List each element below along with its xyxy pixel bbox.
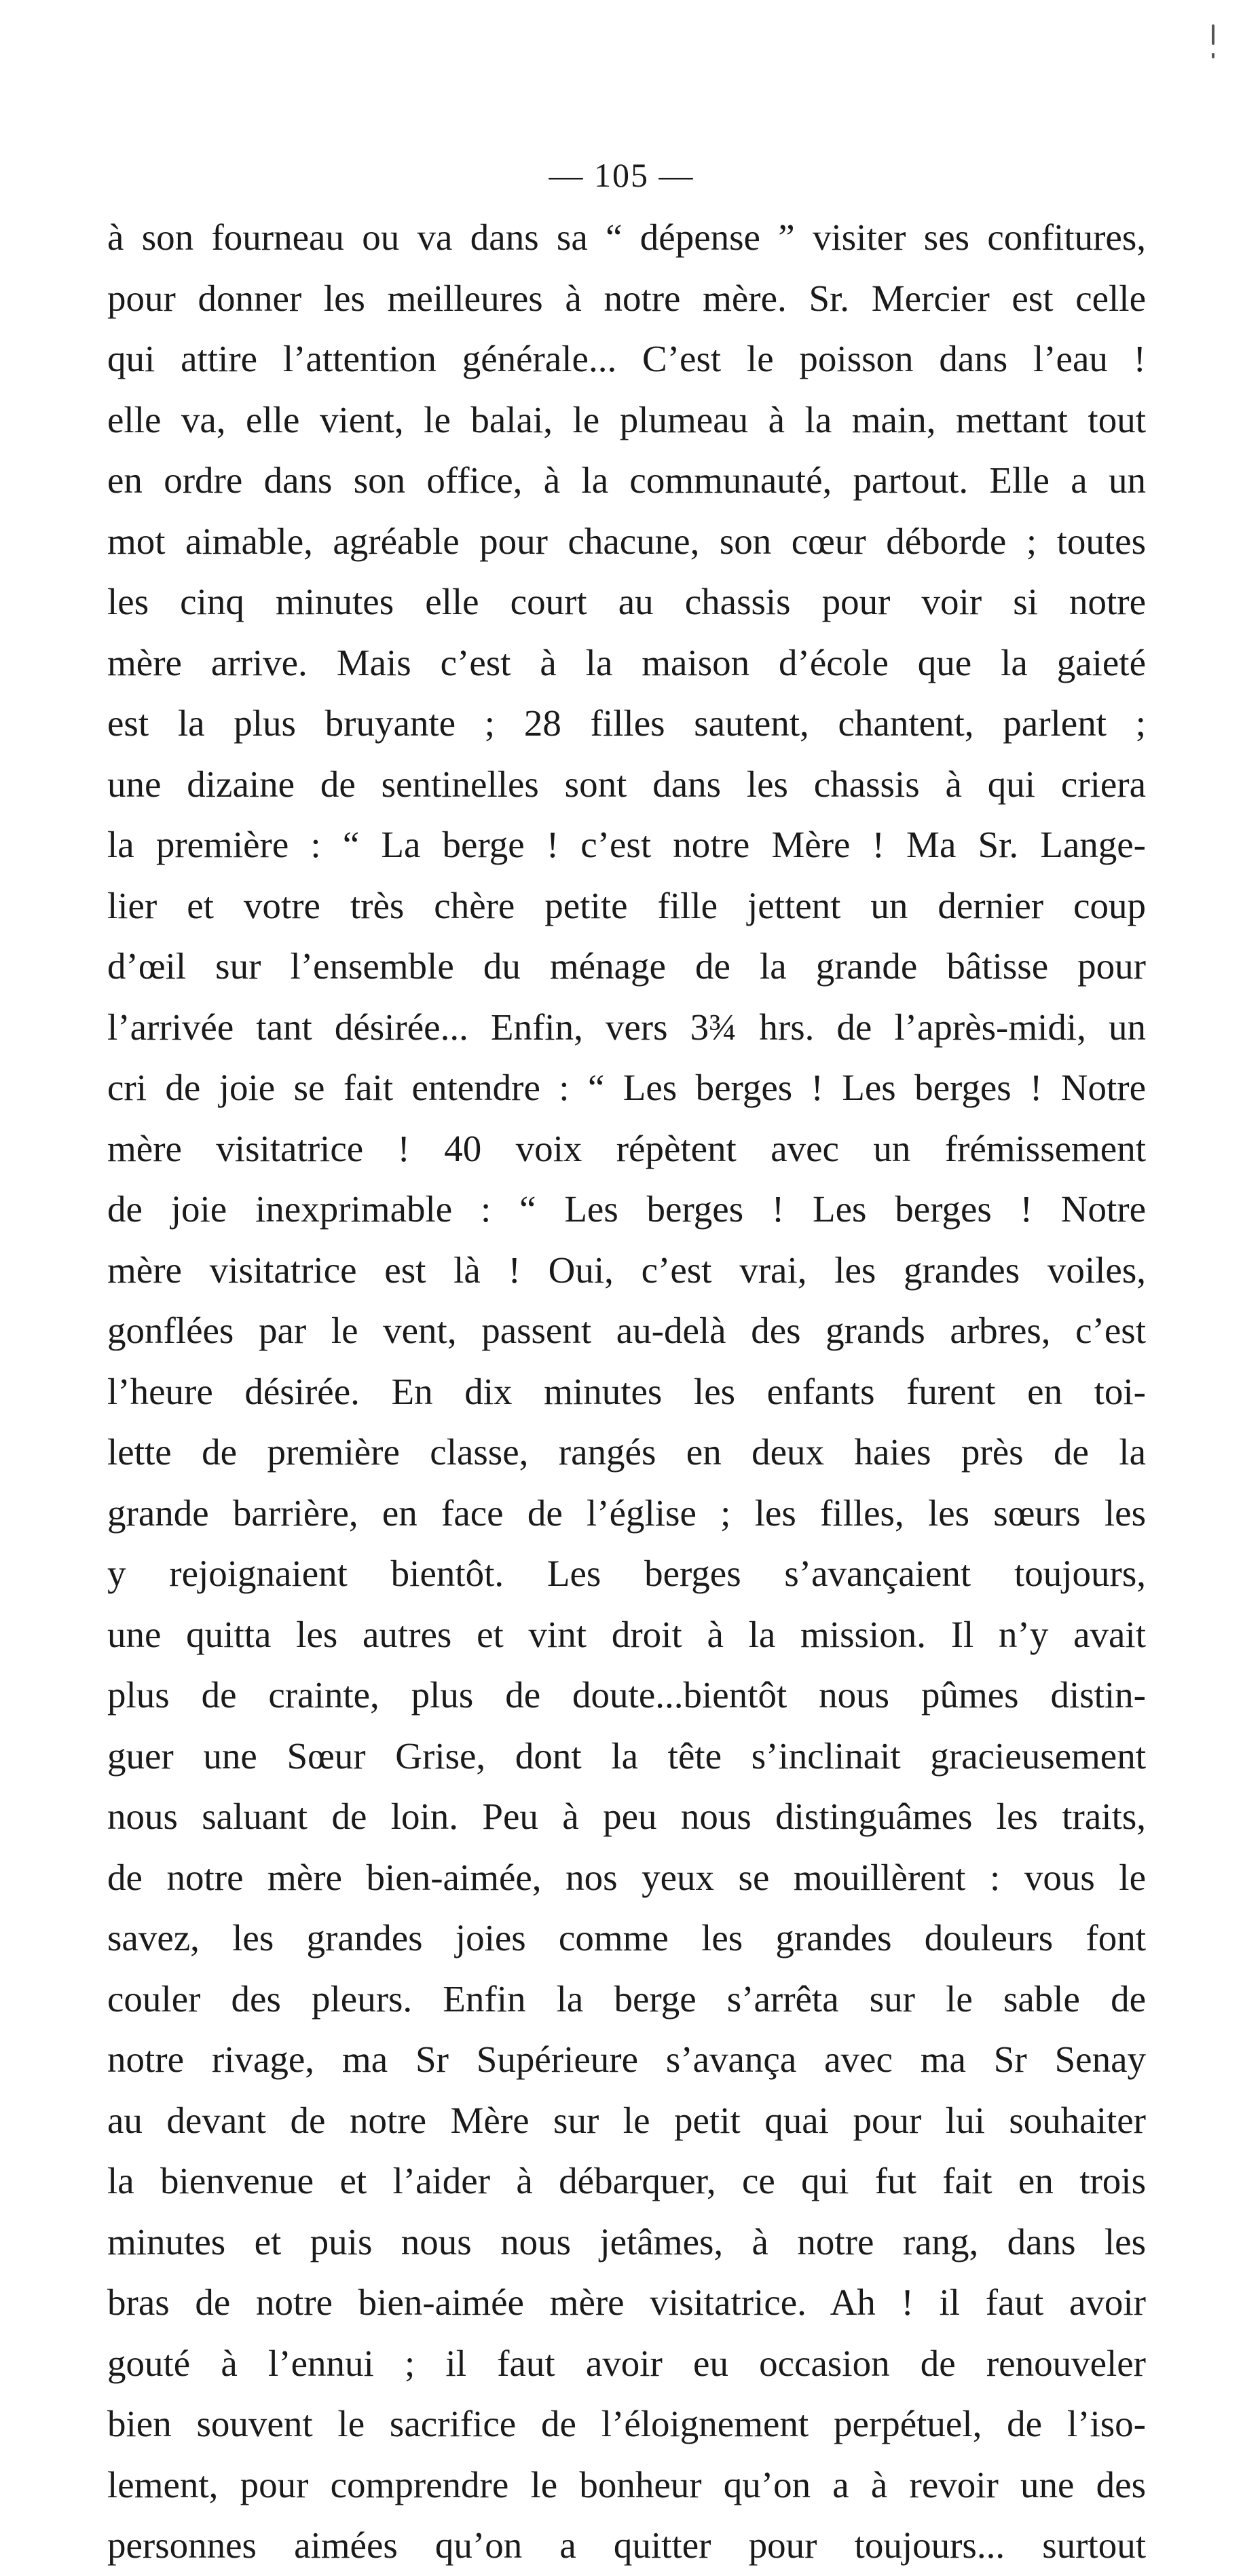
text-line: mère arrive. Mais c’est à la maison d’école que la gaieté [107, 641, 1146, 683]
text-line: au devant de notre Mère sur le petit quai pour lui souhaiter [107, 2099, 1146, 2141]
text-line: la première : “ La berge ! c’est notre Mère ! Ma Sr. Lange- [107, 824, 1146, 865]
text-line: lement, pour comprendre le bonheur qu’on a à revoir une des [107, 2463, 1146, 2505]
text-line: bras de notre bien-aimée mère visitatrice. Ah ! il faut avoir [107, 2281, 1146, 2323]
text-line: y rejoignaient bientôt. Les berges s’avançaient toujours, [107, 1553, 1146, 1594]
text-line: mot aimable, agréable pour chacune, son cœur déborde ; toutes [107, 520, 1146, 562]
text-line: bien souvent le sacrifice de l’éloignement perpétuel, de l’iso- [107, 2403, 1146, 2444]
text-line: lier et votre très chère petite fille jettent un dernier coup [107, 884, 1146, 926]
text-line: gonflées par le vent, passent au-delà des grands arbres, c’est [107, 1310, 1146, 1351]
text-line: grande barrière, en face de l’église ; les filles, les sœurs les [107, 1492, 1146, 1534]
text-line: mère visitatrice ! 40 voix répètent avec un frémissement [107, 1127, 1146, 1169]
text-line: de notre mère bien-aimée, nos yeux se mouillèrent : vous le [107, 1856, 1146, 1898]
text-line: notre rivage, ma Sr Supérieure s’avança avec ma Sr Senay [107, 2039, 1146, 2080]
text-line: cri de joie se fait entendre : “ Les berges ! Les berges ! Notre [107, 1067, 1146, 1108]
page-number: — 105 — [549, 156, 694, 194]
text-line: d’œil sur l’ensemble du ménage de la grande bâtisse pour [107, 945, 1146, 987]
text-line: personnes aimées qu’on a quitter pour toujours... surtout [107, 2524, 1146, 2566]
text-line: l’arrivée tant désirée... Enfin, vers 3¾ hrs. de l’après-midi, un [107, 1006, 1146, 1048]
text-line: de joie inexprimable : “ Les berges ! Les berges ! Notre [107, 1188, 1146, 1230]
body-text [107, 207, 1146, 2576]
text-line: l’heure désirée. En dix minutes les enfants furent en toi- [107, 1370, 1146, 1412]
text-line: lette de première classe, rangés en deux haies près de la [107, 1431, 1146, 1473]
scan-speck [1212, 53, 1214, 58]
text-line: elle va, elle vient, le balai, le plumeau à la main, mettant tout [107, 398, 1146, 440]
text-line: une dizaine de sentinelles sont dans les chassis à qui criera [107, 763, 1146, 805]
text-line: savez, les grandes joies comme les grandes douleurs font [107, 1917, 1146, 1958]
text-line: couler des pleurs. Enfin la berge s’arrêta sur le sable de [107, 1977, 1146, 2020]
text-line: une quitta les autres et vint droit à la mission. Il n’y avait [107, 1613, 1146, 1655]
text-line: la bienvenue et l’aider à débarquer, ce qui fut fait en trois [107, 2160, 1146, 2201]
text-line: en ordre dans son office, à la communauté, partout. Elle a un [107, 459, 1146, 501]
text-line: nous saluant de loin. Peu à peu nous distinguâmes les traits, [107, 1796, 1146, 1837]
text-line: minutes et puis nous nous jetâmes, à notre rang, dans les [107, 2220, 1146, 2262]
scan-speck [1212, 24, 1214, 45]
text-line: les cinq minutes elle court au chassis pour voir si notre [107, 581, 1146, 622]
text-line: gouté à l’ennui ; il faut avoir eu occasion de renouveler [107, 2342, 1146, 2384]
text-line: à son fourneau ou va dans sa “ dépense ” visiter ses confitures, [107, 216, 1146, 258]
text-line: mère visitatrice est là ! Oui, c’est vrai, les grandes voiles, [107, 1249, 1146, 1291]
text-line: plus de crainte, plus de doute...bientôt nous pûmes distin- [107, 1674, 1146, 1716]
text-line: guer une Sœur Grise, dont la tête s’inclinait gracieusement [107, 1735, 1146, 1777]
text-line: est la plus bruyante ; 28 filles sautent, chantent, parlent ; [107, 702, 1146, 744]
text-line: pour donner les meilleures à notre mère. Sr. Mercier est celle [107, 277, 1146, 319]
text-line: qui attire l’attention générale... C’est le poisson dans l’eau ! [107, 338, 1146, 379]
